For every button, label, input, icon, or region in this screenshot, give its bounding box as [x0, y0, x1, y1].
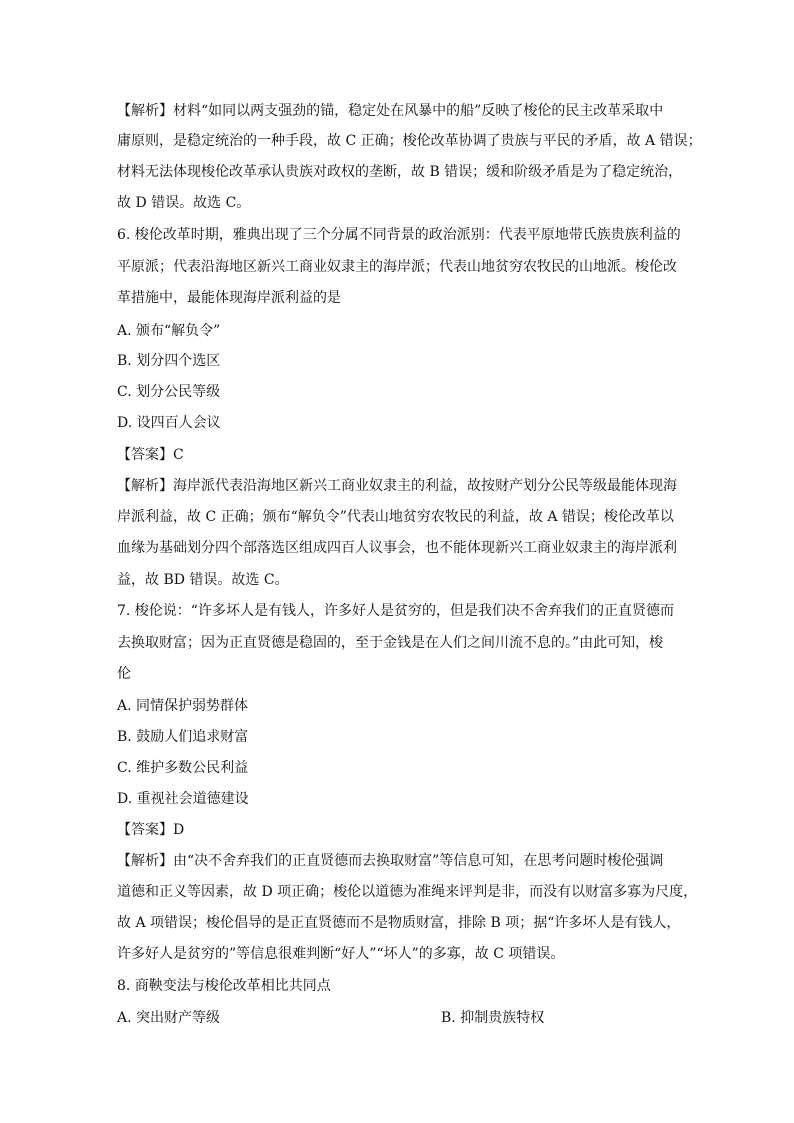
- q7-analysis-line-4: 许多好人是贫穷的”等信息很难判断“好人”“坏人”的多寡，故 C 项错误。: [117, 946, 565, 962]
- q7-option-d: D. 重视社会道德建设: [117, 791, 249, 807]
- q8-option-a: A. 突出财产等级: [117, 1010, 221, 1026]
- q6-stem-line-2: 平原派；代表沿海地区新兴工商业奴隶主的海岸派；代表山地贫穷农牧民的山地派。梭伦改: [117, 259, 677, 275]
- q6-analysis-line-3: 血缘为基础划分四个部落选区组成四百人议事会，也不能体现新兴工商业奴隶主的海岸派利: [117, 540, 677, 556]
- q7-analysis-line-2: 道德和正义等因素，故 D 项正确；梭伦以道德为准绳来评判是非，而没有以财富多寡为尺度，: [117, 884, 698, 900]
- q6-stem-line-1: 6. 梭伦改革时期，雅典出现了三个分属不同背景的政治派别：代表平原地带氏族贵族利益的: [117, 227, 681, 243]
- q8-option-b: B. 抑制贵族特权: [441, 1010, 545, 1026]
- q6-answer: 【答案】C: [117, 447, 184, 463]
- q7-stem-line-1: 7. 梭伦说：“许多坏人是有钱人，许多好人是贫穷的，但是我们决不舍弃我们的正直贤德而: [117, 603, 674, 619]
- q7-answer: 【答案】D: [117, 822, 185, 838]
- q5-analysis-line-4: 故 D 错误。故选 C。: [117, 195, 251, 211]
- q5-analysis-line-2: 庸原则，是稳定统治的一种手段，故 C 正确；梭伦改革协调了贵族与平民的矛盾，故 A 错误；: [117, 133, 702, 149]
- q7-option-a: A. 同情保护弱势群体: [117, 698, 249, 714]
- q5-analysis-line-1: 【解析】材料“如同以两支强劲的锚，稳定处在风暴中的船”反映了梭伦的民主改革采取中: [117, 103, 664, 119]
- q7-analysis-line-3: 故 A 项错误；梭伦倡导的是正直贤德而不是物质财富，排除 B 项；据“许多坏人是有钱人，: [117, 915, 681, 931]
- q5-analysis-line-3: 材料无法体现梭伦改革承认贵族对政权的垄断，故 B 错误；缓和阶级矛盾是为了稳定统治，: [117, 164, 683, 180]
- q8-stem: 8. 商鞅变法与梭伦改革相比共同点: [117, 978, 331, 994]
- q6-analysis-line-2: 岸派利益，故 C 正确；颁布“解负令”代表山地贫穷农牧民的利益，故 A 错误；梭伦改革以: [117, 509, 674, 525]
- q6-option-a: A. 颁布“解负令”: [117, 323, 221, 339]
- q6-analysis-line-1: 【解析】海岸派代表沿海地区新兴工商业奴隶主的利益，故按财产划分公民等级最能体现海: [117, 478, 677, 494]
- q7-analysis-line-1: 【解析】由“决不舍弃我们的正直贤德而去换取财富”等信息可知，在思考问题时梭伦强调: [117, 853, 664, 869]
- q7-stem-line-2: 去换取财富；因为正直贤德是稳固的，至于金钱是在人们之间川流不息的。”由此可知，梭: [117, 635, 664, 651]
- q7-stem-line-3: 伦: [117, 666, 131, 682]
- q6-option-c: C. 划分公民等级: [117, 384, 221, 400]
- q6-option-d: D. 设四百人会议: [117, 415, 221, 431]
- q7-option-c: C. 维护多数公民利益: [117, 760, 249, 776]
- q6-stem-line-3: 革措施中，最能体现海岸派利益的是: [117, 290, 341, 306]
- q7-option-b: B. 鼓励人们追求财富: [117, 729, 249, 745]
- q6-analysis-line-4: 益，故 BD 错误。故选 C。: [117, 572, 289, 588]
- q6-option-b: B. 划分四个选区: [117, 353, 221, 369]
